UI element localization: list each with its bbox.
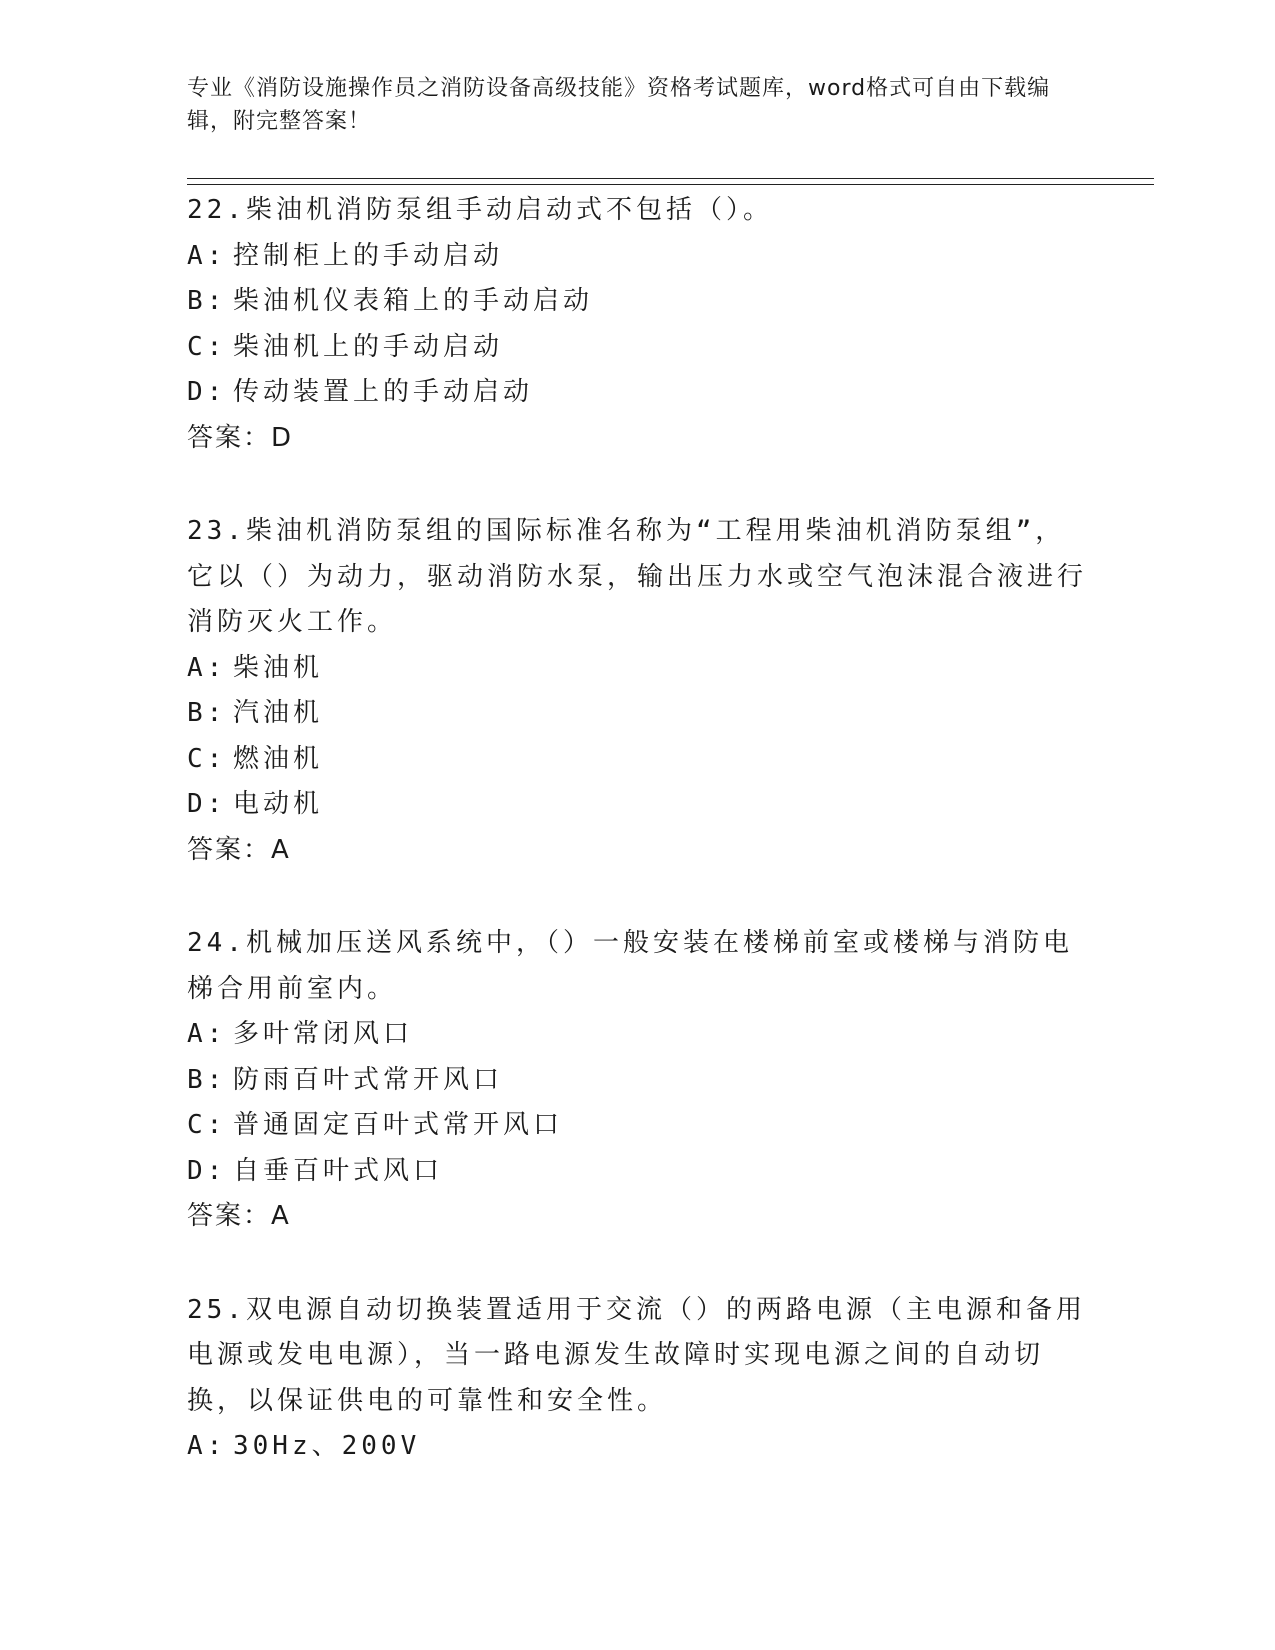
option-text: 传动装置上的手动启动: [233, 377, 534, 407]
option-letter: C:: [187, 743, 227, 774]
option-a: [187, 646, 1087, 692]
option-letter: A:: [187, 652, 227, 683]
option-a: [187, 234, 1087, 280]
option-letter: A:: [187, 1431, 227, 1461]
option-b: [187, 1058, 1087, 1104]
option-letter: D:: [187, 377, 227, 407]
option-letter: D:: [187, 1155, 227, 1186]
option-letter: B:: [187, 698, 227, 728]
option-text: 多叶常闭风口: [233, 1019, 414, 1049]
option-text: 控制柜上的手动启动: [233, 240, 504, 271]
option-d: [187, 370, 1087, 416]
option-text: 普通固定百叶式常开风口: [233, 1110, 564, 1140]
question-stem: 23.柴油机消防泵组的国际标准名称为“工程用柴油机消防泵组”，它以（）为动力，驱动消防水泵，输出压力水或空气泡沫混合液进行消防灭火工作。: [187, 516, 1088, 637]
answer: 答案：D: [187, 422, 294, 453]
question-23: [187, 509, 1087, 873]
question-stem: 22.柴油机消防泵组手动启动式不包括（）。: [187, 195, 773, 225]
option-text: 电动机: [233, 789, 324, 819]
document-header: 专业《消防设施操作员之消防设备高级技能》资格考试题库，word格式可自由下载编辑，附完整答案！: [187, 76, 1051, 134]
option-text: 柴油机上的手动启动: [233, 331, 504, 362]
option-text: 燃油机: [233, 743, 324, 774]
answer: 答案：A: [187, 1201, 291, 1231]
option-letter: D:: [187, 789, 227, 819]
option-text: 防雨百叶式常开风口: [233, 1064, 504, 1095]
header-divider-top: [187, 178, 1154, 179]
question-25: [187, 1288, 1087, 1470]
option-d: [187, 1149, 1087, 1195]
option-letter: C:: [187, 1110, 227, 1140]
option-c: [187, 737, 1087, 783]
option-c: [187, 1103, 1087, 1149]
option-a: [187, 1012, 1087, 1058]
option-letter: B:: [187, 286, 227, 316]
question-22: [187, 188, 1087, 461]
header-divider-bottom: [187, 184, 1154, 185]
question-stem: 24.机械加压送风系统中，（）一般安装在楼梯前室或楼梯与消防电梯合用前室内。: [187, 928, 1073, 1004]
option-b: [187, 691, 1087, 737]
question-24: [187, 921, 1087, 1240]
option-b: [187, 279, 1087, 325]
option-letter: C:: [187, 331, 227, 362]
option-text: 自垂百叶式风口: [233, 1155, 444, 1186]
question-list: [187, 188, 1087, 1518]
option-letter: A:: [187, 1019, 227, 1049]
option-text: 柴油机: [233, 652, 324, 683]
option-a: [187, 1424, 1087, 1470]
option-text: 汽油机: [233, 698, 324, 728]
option-letter: B:: [187, 1064, 227, 1095]
option-d: [187, 782, 1087, 828]
option-c: [187, 325, 1087, 371]
option-text: 30Hz、200V: [233, 1431, 421, 1461]
option-text: 柴油机仪表箱上的手动启动: [233, 286, 594, 316]
option-letter: A:: [187, 240, 227, 271]
answer: 答案：A: [187, 834, 291, 865]
question-stem: 25.双电源自动切换装置适用于交流（）的两路电源（主电源和备用电源或发电电源），当一路电源发生故障时实现电源之间的自动切换，以保证供电的可靠性和安全性。: [187, 1294, 1086, 1416]
